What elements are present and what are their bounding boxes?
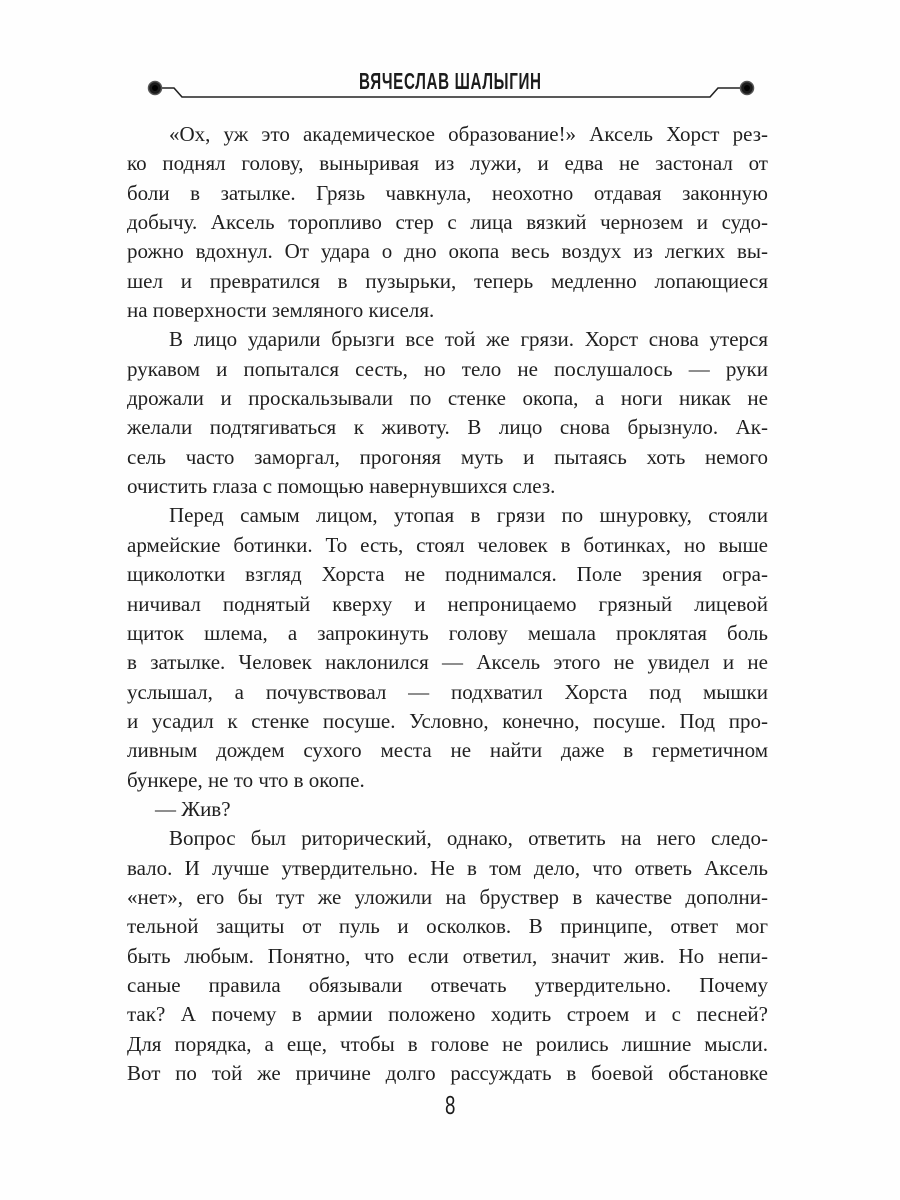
text-line: быть любым. Понятно, что если ответил, значит жив. Но непи- — [127, 943, 768, 968]
text-line: Для порядка, а еще, чтобы в голове не роились лишние мысли. — [127, 1031, 768, 1056]
text-line: услышал, а почувствовал — подхватил Хорста под мышки — [127, 679, 768, 704]
running-head — [0, 0, 900, 110]
text-line: ничивал поднятый кверху и непроницаемо грязный лицевой — [127, 591, 768, 616]
text-line: шел и превратился в пузырьки, теперь медленно лопающиеся — [127, 268, 768, 293]
text-line: ливным дождем сухого места не найти даже в герметичном — [127, 738, 768, 763]
text-line: Вот по той же причине долго рассуждать в боевой обстановке — [127, 1061, 768, 1085]
text-line: тельной защиты от пуль и осколков. В принципе, ответ мог — [127, 914, 768, 939]
text-line: и усадил к стенке посуше. Условно, конечно, посуше. Под про- — [127, 708, 768, 733]
text-line: армейские ботинки. То есть, стоял человек в ботинках, но выше — [127, 532, 768, 557]
text-line: «Ох, уж это академическое образование!» Аксель Хорст рез- — [169, 122, 768, 146]
text-line: бункере, не то что в окопе. — [127, 767, 365, 792]
text-line: сель часто заморгал, прогоняя муть и пытаясь хоть немого — [127, 444, 768, 469]
text-line: рукавом и попытался сесть, но тело не послушалось — руки — [127, 356, 768, 381]
text-line: «нет», его бы тут же уложили на бруствер в качестве дополни- — [127, 884, 768, 909]
text-line: щиколотки взгляд Хорста не поднимался. Поле зрения огра- — [127, 562, 768, 587]
body-text — [127, 120, 768, 1088]
text-line: в затылке. Человек наклонился — Аксель этого не увидел и не — [127, 650, 768, 675]
text-line: вало. И лучше утвердительно. Не в том дело, что ответь Аксель — [127, 855, 768, 880]
text-line: добычу. Аксель торопливо стер с лица вязкий чернозем и судо- — [127, 210, 768, 235]
text-line: ко поднял голову, выныривая из лужи, и едва не застонал от — [127, 151, 768, 176]
text-line: — Жив? — [155, 796, 231, 821]
text-line: щиток шлема, а запрокинуть голову мешала проклятая боль — [127, 620, 768, 645]
text-line: желали подтягиваться к животу. В лицо снова брызнуло. Ак- — [127, 415, 768, 440]
text-line: Перед самым лицом, утопая в грязи по шнуровку, стояли — [169, 503, 768, 528]
text-line: дрожали и проскальзывали по стенке окопа, а ноги никак не — [127, 386, 768, 411]
text-line: очистить глаза с помощью навернувшихся слез. — [127, 474, 556, 499]
page-number: 8 — [444, 1090, 456, 1120]
text-line: В лицо ударили брызги все той же грязи. Хорст снова утерся — [169, 327, 768, 352]
text-line: Вопрос был риторический, однако, ответить на него следо- — [169, 826, 768, 851]
author-header: ВЯЧЕСЛАВ ШАЛЫГИН — [358, 68, 542, 94]
text-line: на поверхности земляного киселя. — [127, 298, 435, 323]
text-line: боли в затылке. Грязь чавкнула, неохотно отдавая законную — [127, 180, 768, 205]
text-line: саные правила обязывали отвечать утвердительно. Почему — [127, 972, 768, 997]
text-line: так? А почему в армии положено ходить строем и с песней? — [127, 1002, 768, 1027]
text-line: рожно вдохнул. От удара о дно окопа весь воздух из легких вы- — [127, 239, 768, 264]
